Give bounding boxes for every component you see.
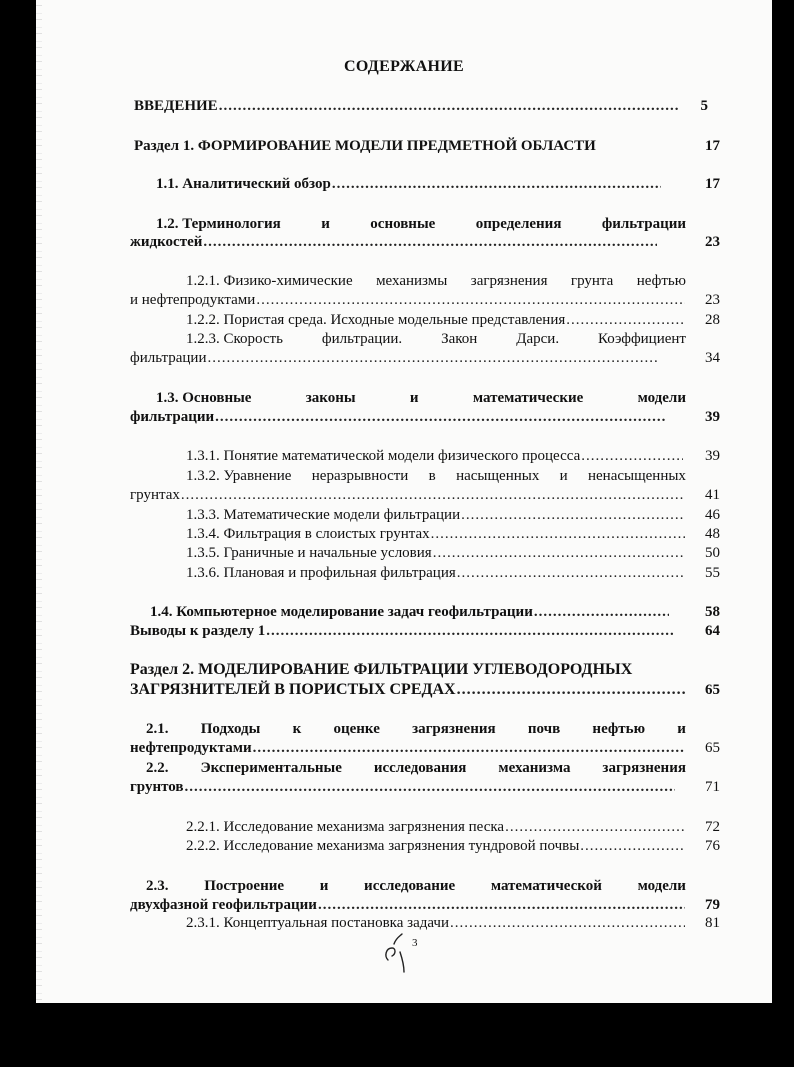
toc-word: 1.2.3. Скорость	[186, 331, 283, 347]
toc-entry-1-3-5	[186, 543, 686, 563]
toc-word: загрязнения	[470, 273, 548, 289]
scan-border-bottom	[0, 1003, 794, 1067]
toc-entry-label: 1.4. Компьютерное моделирование задач геофильтрации	[150, 604, 533, 620]
toc-entry-1-2-cont	[130, 232, 658, 252]
toc-page-number: 17	[705, 176, 720, 192]
toc-entry-label: 2.3.1. Концептуальная постановка задачи	[186, 915, 449, 931]
toc-page-number: 72	[705, 819, 720, 835]
toc-word: фильтрации	[601, 216, 686, 232]
toc-entry-label: двухфазной геофильтрации	[130, 897, 317, 913]
toc-word: и	[319, 878, 329, 894]
toc-entry-1-2-2	[186, 310, 684, 330]
toc-word: в	[428, 468, 436, 484]
dot-leader	[181, 485, 685, 505]
toc-word: грунта	[570, 273, 614, 289]
toc-word: ненасыщенных	[587, 468, 686, 484]
toc-page-number: 55	[705, 565, 720, 581]
toc-entry-label: ЗАГРЯЗНИТЕЛЕЙ В ПОРИСТЫХ СРЕДАХ	[130, 681, 456, 698]
toc-word: математические	[472, 390, 584, 406]
toc-entry-2-2-2	[186, 836, 686, 856]
toc-word: механизма	[498, 760, 571, 776]
toc-word: 2.2.	[146, 760, 169, 776]
dot-leader	[431, 524, 685, 544]
toc-word: 2.3.	[146, 878, 169, 894]
scan-border-right	[772, 0, 794, 1067]
toc-entry-2-2-1	[186, 817, 686, 837]
toc-word: к	[292, 721, 302, 737]
toc-entry-1-3-1	[186, 446, 684, 466]
toc-word: модели	[637, 878, 686, 894]
toc-word: Дарси.	[516, 331, 560, 347]
toc-word: загрязнения	[412, 721, 496, 737]
scan-speckle	[36, 0, 42, 1003]
toc-page-number: 81	[705, 915, 720, 931]
toc-word: основные	[370, 216, 436, 232]
toc-entry-1-2-1	[186, 271, 686, 291]
toc-entry-conclusions-1	[130, 621, 674, 641]
toc-entry-introduction	[134, 96, 680, 116]
dot-leader	[332, 174, 661, 194]
toc-entry-1-1	[156, 174, 662, 194]
dot-leader	[566, 310, 683, 330]
toc-entry-label: 1.2.2. Пористая среда. Исходные модельные представления	[186, 312, 566, 328]
toc-entry-label: нефтепродуктами	[130, 740, 252, 756]
toc-page-number: 39	[705, 448, 720, 464]
toc-word: исследование	[364, 878, 456, 894]
page-title: СОДЕРЖАНИЕ	[343, 58, 465, 75]
toc-entry-2-2-cont	[130, 777, 676, 797]
toc-entry-1-2-3-cont	[130, 348, 660, 368]
toc-word: Закон	[441, 331, 478, 347]
toc-entry-section-2-cont	[130, 680, 686, 700]
toc-page-number: 41	[705, 487, 720, 503]
scan-border-left	[0, 0, 36, 1067]
toc-entry-label: 1.3.5. Граничные и начальные условия	[186, 545, 432, 561]
toc-page-number: 28	[705, 312, 720, 328]
dot-leader	[433, 543, 685, 563]
toc-word: 2.1.	[146, 721, 169, 737]
dot-leader	[207, 348, 659, 368]
toc-word: Подходы	[200, 721, 261, 737]
dot-leader	[457, 680, 685, 700]
toc-entry-2-1	[146, 719, 686, 739]
dot-leader	[219, 96, 679, 116]
dot-leader	[461, 505, 685, 525]
toc-entry-1-3-4	[186, 524, 686, 544]
toc-entry-label: 1.3.4. Фильтрация в слоистых грунтах	[186, 526, 430, 542]
toc-entry-label: и нефтепродуктами	[130, 292, 256, 308]
toc-word: модели	[637, 390, 686, 406]
toc-entry-label: ВВЕДЕНИЕ	[134, 98, 218, 114]
toc-word: неразрывности	[311, 468, 409, 484]
toc-entry-label: фильтрации	[130, 409, 215, 425]
dot-leader	[580, 836, 685, 856]
toc-entry-1-2-3	[186, 329, 686, 349]
toc-word: Экспериментальные	[200, 760, 342, 776]
toc-word: оценке	[333, 721, 380, 737]
toc-entry-section-1: Раздел 1. ФОРМИРОВАНИЕ МОДЕЛИ ПРЕДМЕТНОЙ ОБЛАСТИ	[134, 138, 596, 154]
toc-page-number: 71	[705, 779, 720, 795]
dot-leader	[505, 817, 685, 837]
toc-entry-label: грунтах	[130, 487, 180, 503]
toc-entry-1-3-2-cont	[130, 485, 686, 505]
toc-word: и	[559, 468, 568, 484]
toc-word: и	[409, 390, 419, 406]
handwritten-signature-mark	[382, 930, 412, 974]
toc-entry-section-2: Раздел 2. МОДЕЛИРОВАНИЕ ФИЛЬТРАЦИИ УГЛЕВОДОРОДНЫХ	[130, 661, 633, 678]
toc-page-number: 34	[705, 350, 720, 366]
toc-entry-1-2-1-cont	[130, 290, 686, 310]
dot-leader	[581, 446, 683, 466]
toc-page-number: 23	[705, 234, 720, 250]
toc-page-number: 5	[700, 98, 708, 114]
toc-word: исследования	[373, 760, 467, 776]
toc-entry-1-3-3	[186, 505, 686, 525]
toc-word: 1.2. Терминология	[156, 216, 281, 232]
dot-leader	[534, 602, 669, 622]
toc-word: математической	[490, 878, 602, 894]
toc-entry-1-3-cont	[130, 407, 668, 427]
toc-word: законы	[305, 390, 356, 406]
dot-leader	[318, 895, 685, 915]
toc-page-number: 39	[705, 409, 720, 425]
toc-entry-label: грунтов	[130, 779, 184, 795]
toc-entry-label: 1.1. Аналитический обзор	[156, 176, 331, 192]
toc-page-number: 48	[705, 526, 720, 542]
toc-entry-label: жидкостей	[130, 234, 203, 250]
dot-leader	[256, 290, 685, 310]
toc-entry-2-1-cont	[130, 738, 686, 758]
toc-entry-1-3-2	[186, 466, 686, 486]
toc-word: и	[321, 216, 330, 232]
toc-page-number: 65	[705, 682, 720, 698]
dot-leader	[457, 563, 685, 583]
toc-page-number: 23	[705, 292, 720, 308]
toc-entry-1-3-6	[186, 563, 686, 583]
toc-word: фильтрации.	[321, 331, 403, 347]
dot-leader	[450, 913, 685, 933]
dot-leader	[266, 621, 673, 641]
toc-page-number: 76	[705, 838, 720, 854]
toc-entry-label: 1.3.1. Понятие математической модели физического процесса	[186, 448, 581, 464]
toc-word: насыщенных	[456, 468, 540, 484]
document-page	[36, 0, 772, 1003]
toc-entry-2-3-cont	[130, 895, 686, 915]
toc-page-number: 58	[705, 604, 720, 620]
dot-leader	[185, 777, 676, 797]
toc-word: механизмы	[376, 273, 448, 289]
toc-word: Коэффициент	[598, 331, 686, 347]
toc-entry-label: 1.3.3. Математические модели фильтрации	[186, 507, 461, 523]
toc-page-number: 65	[705, 740, 720, 756]
toc-word: определения	[475, 216, 562, 232]
toc-word: 1.3. Основные	[156, 390, 252, 406]
toc-entry-label: Выводы к разделу 1	[130, 623, 266, 639]
toc-word: нефтью	[636, 273, 686, 289]
dot-leader	[215, 407, 667, 427]
toc-entry-label: фильтрации	[130, 350, 207, 366]
dot-leader	[253, 738, 685, 758]
toc-page-number: 46	[705, 507, 720, 523]
toc-entry-1-2	[156, 214, 686, 234]
toc-word: 1.2.1. Физико-химические	[186, 273, 353, 289]
toc-word: 1.3.2. Уравнение	[186, 468, 292, 484]
toc-entry-2-3	[146, 876, 686, 896]
toc-page-number: 64	[705, 623, 720, 639]
toc-word: почв	[527, 721, 561, 737]
toc-word: и	[677, 721, 686, 737]
toc-entry-2-3-1	[186, 913, 686, 933]
toc-page-number: 79	[705, 897, 720, 913]
toc-page-number: 50	[705, 545, 720, 561]
toc-entry-label: 1.3.6. Плановая и профильная фильтрация	[186, 565, 456, 581]
toc-page-number: 17	[705, 138, 720, 154]
toc-entry-label: 2.2.1. Исследование механизма загрязнения песка	[186, 819, 505, 835]
dot-leader	[203, 232, 657, 252]
toc-entry-1-4	[150, 602, 670, 622]
toc-word: нефтью	[592, 721, 646, 737]
toc-word: Построение	[204, 878, 285, 894]
toc-entry-1-3	[156, 388, 686, 408]
page-number: 3	[412, 937, 418, 949]
toc-entry-2-2	[146, 758, 686, 778]
toc-entry-label: 2.2.2. Исследование механизма загрязнения тундровой почвы	[186, 838, 580, 854]
toc-word: загрязнения	[602, 760, 686, 776]
